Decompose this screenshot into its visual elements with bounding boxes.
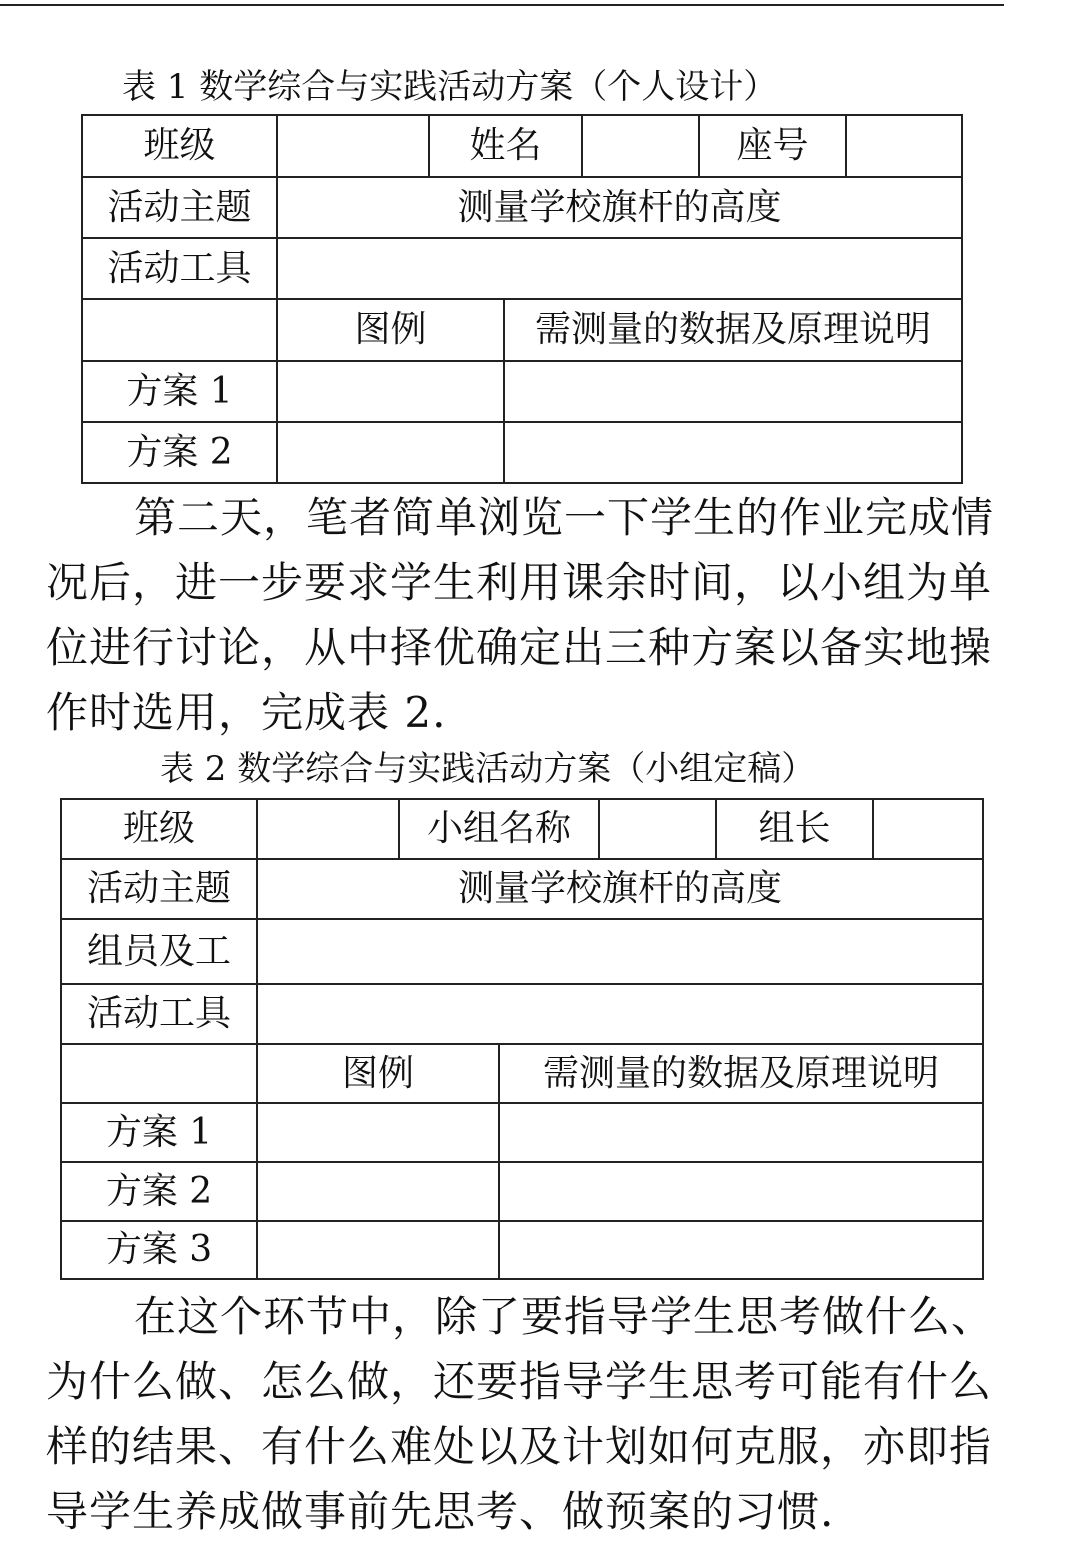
table1-value-class	[277, 115, 429, 177]
table2-plan-explanation	[499, 1162, 983, 1221]
paragraph1-line: 况后，进一步要求学生利用课余时间，以小组为单	[46, 558, 993, 607]
table2-label-tools: 活动工具	[61, 984, 257, 1044]
table1-label-class: 班级	[82, 115, 277, 177]
paragraph2	[46, 1284, 1006, 1544]
table2-plan-label: 方案 1	[61, 1103, 257, 1162]
table2-label-group: 小组名称	[399, 799, 599, 859]
table1-plan-label: 方案 2	[82, 422, 277, 483]
paragraph2-line: 导学生养成做事前先思考、做预案的习惯.	[46, 1487, 835, 1536]
table1-value-name	[582, 115, 699, 177]
table2-header-explanation: 需测量的数据及原理说明	[499, 1044, 983, 1103]
table1-plan-figure	[277, 361, 504, 422]
table1-value-seat	[846, 115, 962, 177]
table2-value-tools	[257, 984, 983, 1044]
table2-caption: 表 2 数学综合与实践活动方案（小组定稿）	[160, 749, 816, 789]
table1-label-theme: 活动主题	[82, 177, 277, 238]
table2-value-group	[599, 799, 716, 859]
table2-plan-explanation	[499, 1103, 983, 1162]
paragraph2-line: 在这个环节中，除了要指导学生思考做什么、	[134, 1292, 995, 1341]
table1-plan-label: 方案 1	[82, 361, 277, 422]
table1-label-name: 姓名	[429, 115, 582, 177]
paragraph1-line: 位进行讨论，从中择优确定出三种方案以备实地操	[46, 623, 993, 672]
paragraph1	[46, 485, 1006, 745]
table2	[60, 798, 984, 1280]
paragraph1-line: 第二天，笔者简单浏览一下学生的作业完成情	[134, 493, 995, 542]
table1-plan-figure	[277, 422, 504, 483]
paragraph2-line: 样的结果、有什么难处以及计划如何克服，亦即指	[46, 1422, 993, 1471]
table2-plan-explanation	[499, 1221, 983, 1279]
table1-label-seat: 座号	[699, 115, 846, 177]
table2-value-leader	[873, 799, 983, 859]
table1	[81, 114, 963, 484]
table2-plan-figure	[257, 1162, 499, 1221]
table2-label-class: 班级	[61, 799, 257, 859]
table2-label-members: 组员及工	[61, 919, 257, 984]
table2-value-members	[257, 919, 983, 984]
table2-plan-label: 方案 2	[61, 1162, 257, 1221]
table1-caption: 表 1 数学综合与实践活动方案（个人设计）	[122, 67, 778, 107]
table1-value-theme: 测量学校旗杆的高度	[277, 177, 962, 238]
table2-plan-figure	[257, 1221, 499, 1279]
table1-plan-explanation	[504, 361, 962, 422]
table2-label-theme: 活动主题	[61, 859, 257, 919]
table1-plan-explanation	[504, 422, 962, 483]
table2-header-blank	[61, 1044, 257, 1103]
table1-value-tools	[277, 238, 962, 299]
table1-label-tools: 活动工具	[82, 238, 277, 299]
table2-plan-label: 方案 3	[61, 1221, 257, 1279]
table2-plan-figure	[257, 1103, 499, 1162]
table1-header-blank	[82, 299, 277, 361]
table2-value-theme: 测量学校旗杆的高度	[257, 859, 983, 919]
table2-label-leader: 组长	[716, 799, 873, 859]
table2-header-figure: 图例	[257, 1044, 499, 1103]
top-rule	[0, 4, 1004, 6]
table2-value-class	[257, 799, 399, 859]
table1-header-figure: 图例	[277, 299, 504, 361]
paragraph1-line: 作时选用，完成表 2.	[46, 688, 447, 737]
table1-header-explanation: 需测量的数据及原理说明	[504, 299, 962, 361]
paragraph2-line: 为什么做、怎么做，还要指导学生思考可能有什么	[46, 1357, 993, 1406]
